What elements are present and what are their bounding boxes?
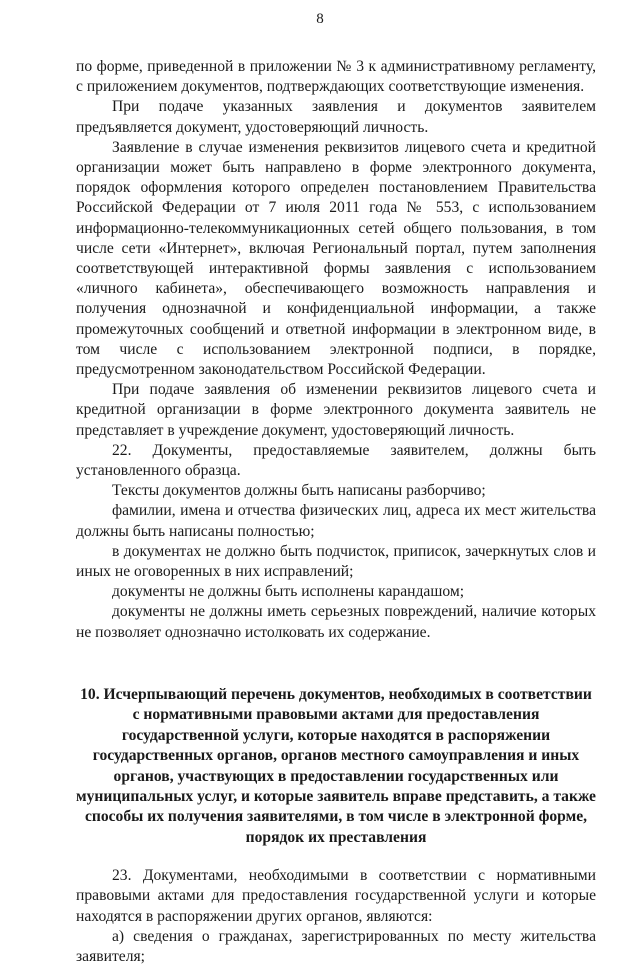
paragraph: 23. Документами, необходимыми в соответствии с нормативными правовыми актами для предоставления государственной услуги и которые находятся в распоряжении других органов, являются: [76,867,596,925]
paragraph: документы не должны быть исполнены карандашом; [112,583,465,601]
page-number: 8 [316,11,324,27]
section-heading: 10. Исчерпывающий перечень документов, необходимых в соответствии с нормативными правовыми актами для предоставления государственной услуги, которые находятся в распоряжении государственных органов, органов местного самоуправления и иных органов, участвующих в предоставлении государственных или муниципальных услуг, и которые заявитель вправе представить, а также способы их получения заявителями, в том числе в электронной форме, порядок их преставления [76,685,596,846]
paragraph: по форме, приведенной в приложении № 3 к административному регламенту, с приложением документов, подтверждающих соответствующие изменения. [76,58,596,96]
paragraph: При подаче указанных заявления и документов заявителем предъявляется документ, удостоверяющий личность. [76,98,596,136]
paragraph: Заявление в случае изменения реквизитов лицевого счета и кредитной организации может быть направлено в форме электронного документа, порядок оформления которого определен постановлением Правительства Российской Федерации от 7 июля 2011 года № 553, с использованием информационно-телекоммуникационных сетей общего пользования, в том числе сети «Интернет», включая Региональный портал, путем заполнения соответствующей интерактивной формы заявления с использованием «личного кабинета», обеспечивающего возможность направления и получения однозначной и конфиденциальной информации, а также промежуточных сообщений и ответной информации в электронном виде, в том числе с использованием электронной подписи, в порядке, предусмотренном законодательством Российской Федерации. [76,138,596,379]
paragraphs-after [76,866,596,967]
document-body [76,57,596,967]
paragraph: в документах не должно быть подчисток, приписок, зачеркнутых слов и иных не оговоренных в них исправлений; [76,542,596,581]
paragraph: При подаче заявления об изменении реквизитов лицевого счета и кредитной организации в форме электронного документа заявитель не представляет в учреждение документ, удостоверяющий личность. [76,381,596,439]
paragraph: а) сведения о гражданах, зарегистрированных по месту жительства заявителя; [76,927,596,965]
paragraphs-before [76,57,596,643]
paragraph: фамилии, имена и отчества физических лиц, адреса их мест жительства должны быть написаны полностью; [76,502,596,540]
paragraph: Тексты документов должны быть написаны разборчиво; [112,482,486,500]
paragraph: документы не должны иметь серьезных повреждений, наличие которых не позволяет однозначно истолковать их содержание. [76,603,596,641]
paragraph: 22. Документы, предоставляемые заявителем, должны быть установленного образца. [76,441,596,480]
